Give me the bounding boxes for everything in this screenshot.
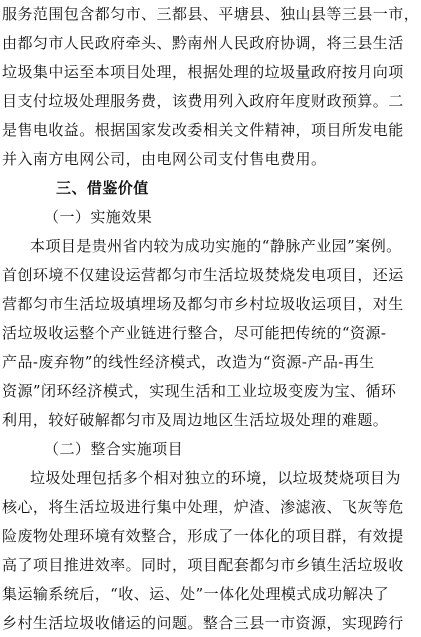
- text-line-12: 活垃圾收运整个产业链进行整合，尽可能把传统的“资源-: [2, 324, 387, 342]
- text-line-1: 服务范围包含都匀市、三都县、平塘县、独山县等三县一市，: [2, 5, 420, 23]
- text-line-22: 乡村生活垃圾收储运的问题。整合三县一市资源，实现跨行: [2, 614, 404, 632]
- text-line-3: 垃圾集中运至本项目处理，根据处理的垃圾量政府按月向项: [2, 63, 404, 81]
- text-line-5: 是售电收益。根据国家发改委相关文件精神，项目所发电能: [2, 121, 404, 139]
- text-line-13: 产品-废弃物”的线性经济模式，改造为“资源-产品-再生: [2, 353, 375, 371]
- text-line-10: 首创环境不仅建设运营都匀市生活垃圾焚烧发电项目，还运: [2, 266, 404, 284]
- text-line-18: 核心，将生活垃圾进行集中处理，炉渣、渗滤液、飞灰等危: [2, 498, 404, 516]
- text-line-14: 资源”闭环经济模式，实现生活和工业垃圾变废为宝、循环: [2, 382, 397, 400]
- text-line-21: 集运输系统后，“收、运、处”一体化处理模式成功解决了: [2, 585, 390, 603]
- text-line-2: 由都匀市人民政府牵头、黔南州人民政府协调，将三县生活: [2, 34, 404, 52]
- text-line-4: 目支付垃圾处理服务费，该费用列入政府年度财政预算。二: [2, 92, 404, 110]
- text-line-9: 本项目是贵州省内较为成功实施的“静脉产业园”案例。: [30, 237, 402, 255]
- subsection-heading-1: （一）实施效果: [44, 208, 153, 226]
- text-line-6: 并入南方电网公司，由电网公司支付售电费用。: [2, 150, 327, 168]
- text-line-17: 垃圾处理包括多个相对独立的环境，以垃圾焚烧项目为: [30, 469, 401, 487]
- text-line-20: 高了项目推进效率。同时，项目配套都匀市乡镇生活垃圾收: [2, 556, 404, 574]
- text-line-15: 利用，较好破解都匀市及周边地区生活垃圾处理的难题。: [2, 411, 389, 429]
- section-heading: 三、借鉴价值: [56, 179, 149, 197]
- text-line-19: 险废物处理环境有效整合，形成了一体化的项目群，有效提: [2, 527, 404, 545]
- subsection-heading-2: （二）整合实施项目: [44, 440, 184, 458]
- text-line-11: 营都匀市生活垃圾填埋场及都匀市乡村垃圾收运项目，对生: [2, 295, 404, 313]
